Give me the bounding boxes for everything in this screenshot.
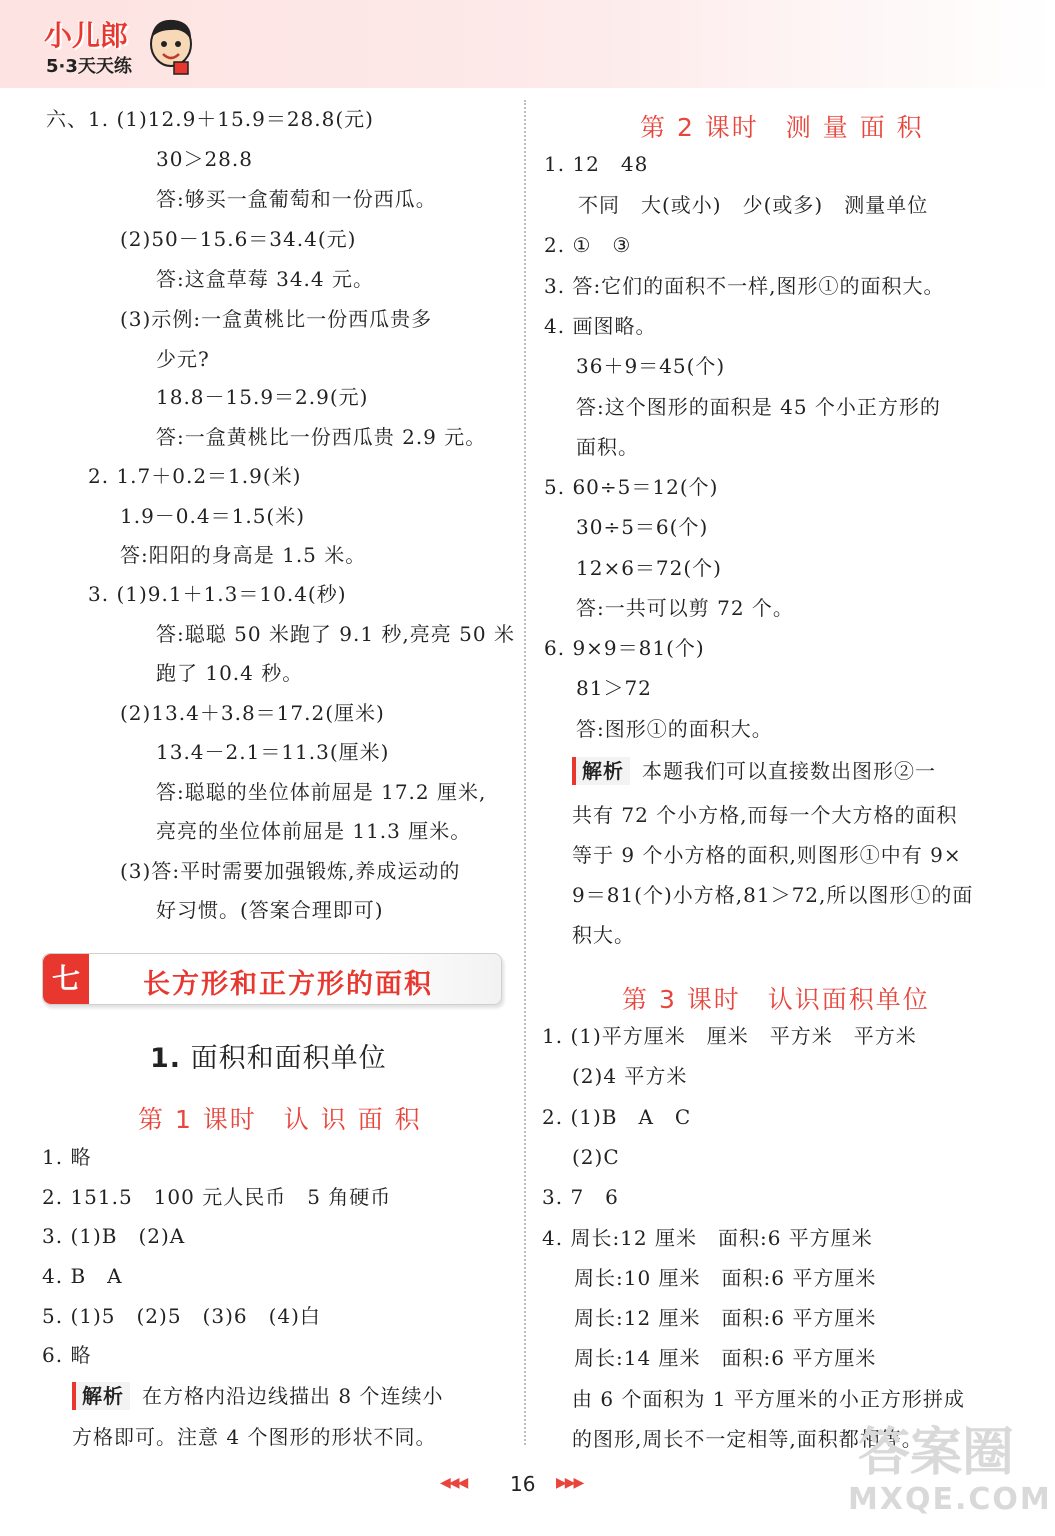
chapter-number-badge: 七 bbox=[43, 954, 89, 1004]
answer-line: 13.4－2.1＝11.3(厘米) bbox=[156, 740, 390, 764]
prev-arrows-icon: ◀◀◀ bbox=[440, 1475, 467, 1491]
analysis-text: 本题我们可以直接数出图形②一 bbox=[642, 759, 936, 783]
answer-line: 4. 画图略。 bbox=[544, 314, 657, 338]
answer-line: 3. 答:它们的面积不一样,图形①的面积大。 bbox=[544, 274, 945, 298]
watermark-text: 答案圈 bbox=[858, 1423, 1015, 1483]
answer-line: 周长:10 厘米 面积:6 平方厘米 bbox=[574, 1266, 877, 1290]
answer-line: 答:聪聪 50 米跑了 9.1 秒,亮亮 50 米 bbox=[156, 622, 515, 646]
answer-line: 1.9－0.4＝1.5(米) bbox=[120, 504, 306, 528]
answer-line: 2. 1.7＋0.2＝1.9(米) bbox=[88, 464, 302, 488]
logo-sub-text: 5·3天天练 bbox=[46, 56, 132, 77]
answer-line: (2)C bbox=[572, 1145, 620, 1169]
column-divider bbox=[524, 100, 526, 1445]
answer-line: 2. ① ③ bbox=[544, 233, 632, 257]
chapter-banner bbox=[42, 953, 502, 1005]
analysis-note bbox=[72, 1382, 443, 1410]
lesson-2-title: 第 2 课时 测 量 面 积 bbox=[640, 113, 924, 142]
answer-line: (2)13.4＋3.8＝17.2(厘米) bbox=[120, 701, 385, 725]
answer-line: (2)50－15.6＝34.4(元) bbox=[120, 227, 357, 251]
analysis-text: 积大。 bbox=[572, 923, 635, 947]
answer-line: 答:图形①的面积大。 bbox=[576, 717, 773, 741]
answer-line: (3)示例:一盒黄桃比一份西瓜贵多 bbox=[120, 307, 433, 331]
answer-line: 周长:14 厘米 面积:6 平方厘米 bbox=[574, 1346, 877, 1370]
answer-line: 5. 60÷5＝12(个) bbox=[544, 475, 719, 499]
answer-line: 答:聪聪的坐位体前屈是 17.2 厘米, bbox=[156, 780, 487, 804]
answer-line: 的图形,周长不一定相等,面积都相等。 bbox=[572, 1427, 923, 1451]
analysis-text: 共有 72 个小方格,而每一个大方格的面积 bbox=[572, 803, 958, 827]
answer-line: 不同 大(或小) 少(或多) 测量单位 bbox=[578, 193, 929, 217]
answer-line: 2. (1)B A C bbox=[542, 1105, 692, 1129]
answer-line: 3. 7 6 bbox=[542, 1185, 619, 1209]
answer-line: 答:这个图形的面积是 45 个小正方形的 bbox=[576, 395, 941, 419]
answer-line: 5. (1)5 (2)5 (3)6 (4)白 bbox=[42, 1304, 321, 1328]
answer-line: 81＞72 bbox=[576, 676, 652, 700]
answer-line: 少元? bbox=[156, 347, 210, 371]
answer-line: 18.8－15.9＝2.9(元) bbox=[156, 385, 369, 409]
answer-line: 周长:12 厘米 面积:6 平方厘米 bbox=[574, 1306, 877, 1330]
section-title bbox=[150, 1036, 387, 1075]
analysis-text: 方格即可。注意 4 个图形的形状不同。 bbox=[72, 1425, 437, 1449]
answer-line: 1. 略 bbox=[42, 1145, 92, 1169]
section-title-text: 面积和面积单位 bbox=[190, 1043, 387, 1074]
answer-line: 36＋9＝45(个) bbox=[576, 354, 726, 378]
next-arrows-icon: ▶▶▶ bbox=[556, 1475, 583, 1491]
answer-line: 2. 151.5 100 元人民币 5 角硬币 bbox=[42, 1185, 392, 1209]
watermark bbox=[848, 1410, 1052, 1526]
analysis-text: 等于 9 个小方格的面积,则图形①中有 9× bbox=[572, 843, 962, 867]
analysis-text: 在方格内沿边线描出 8 个连续小 bbox=[142, 1384, 444, 1408]
section-number: 1. bbox=[150, 1043, 182, 1074]
answer-line: 6. 9×9＝81(个) bbox=[544, 636, 705, 660]
answer-line: 答:够买一盒葡萄和一份西瓜。 bbox=[156, 187, 437, 211]
answer-line: 亮亮的坐位体前屈是 11.3 厘米。 bbox=[156, 819, 472, 843]
lesson-3-title: 第 3 课时 认识面积单位 bbox=[622, 985, 930, 1014]
answer-line: 30＞28.8 bbox=[156, 147, 253, 171]
answer-line: 答:一共可以剪 72 个。 bbox=[576, 596, 794, 620]
answer-line: 六、1. (1)12.9＋15.9＝28.8(元) bbox=[46, 107, 374, 131]
watermark-url: MXQE.COM bbox=[848, 1482, 1052, 1517]
analysis-note bbox=[572, 757, 936, 785]
answer-line: 12×6＝72(个) bbox=[576, 556, 722, 580]
brand-logo bbox=[44, 14, 204, 80]
answer-line: 3. (1)9.1＋1.3＝10.4(秒) bbox=[88, 582, 347, 606]
answer-line: 答:这盒草莓 34.4 元。 bbox=[156, 267, 374, 291]
answer-line: 4. B A bbox=[42, 1264, 123, 1288]
answer-line: 跑了 10.4 秒。 bbox=[156, 661, 304, 685]
answer-line: (2)4 平方米 bbox=[572, 1064, 688, 1088]
answer-line: 好习惯。(答案合理即可) bbox=[156, 898, 384, 922]
chapter-title: 长方形和正方形的面积 bbox=[143, 969, 433, 1000]
analysis-text: 9＝81(个)小方格,81＞72,所以图形①的面 bbox=[572, 883, 974, 907]
answer-line: 30÷5＝6(个) bbox=[576, 515, 709, 539]
answer-line: 6. 略 bbox=[42, 1343, 92, 1367]
page-number: 16 bbox=[510, 1472, 536, 1496]
answer-line: 1. 12 48 bbox=[544, 152, 649, 176]
answer-line: 3. (1)B (2)A bbox=[42, 1224, 186, 1248]
lesson-1-title: 第 1 课时 认 识 面 积 bbox=[138, 1105, 422, 1134]
answer-line: (3)答:平时需要加强锻炼,养成运动的 bbox=[120, 859, 461, 883]
answer-line: 1. (1)平方厘米 厘米 平方米 平方米 bbox=[542, 1024, 917, 1048]
answer-line: 答:一盒黄桃比一份西瓜贵 2.9 元。 bbox=[156, 425, 487, 449]
mascot-icon bbox=[144, 14, 198, 76]
answer-line: 4. 周长:12 厘米 面积:6 平方厘米 bbox=[542, 1226, 873, 1250]
logo-main-text: 小儿郎 bbox=[44, 19, 129, 52]
answer-line: 由 6 个面积为 1 平方厘米的小正方形拼成 bbox=[572, 1387, 965, 1411]
answer-line: 面积。 bbox=[576, 435, 639, 459]
analysis-label: 解析 bbox=[572, 757, 630, 785]
analysis-label: 解析 bbox=[72, 1382, 130, 1410]
answer-line: 答:阳阳的身高是 1.5 米。 bbox=[120, 543, 367, 567]
